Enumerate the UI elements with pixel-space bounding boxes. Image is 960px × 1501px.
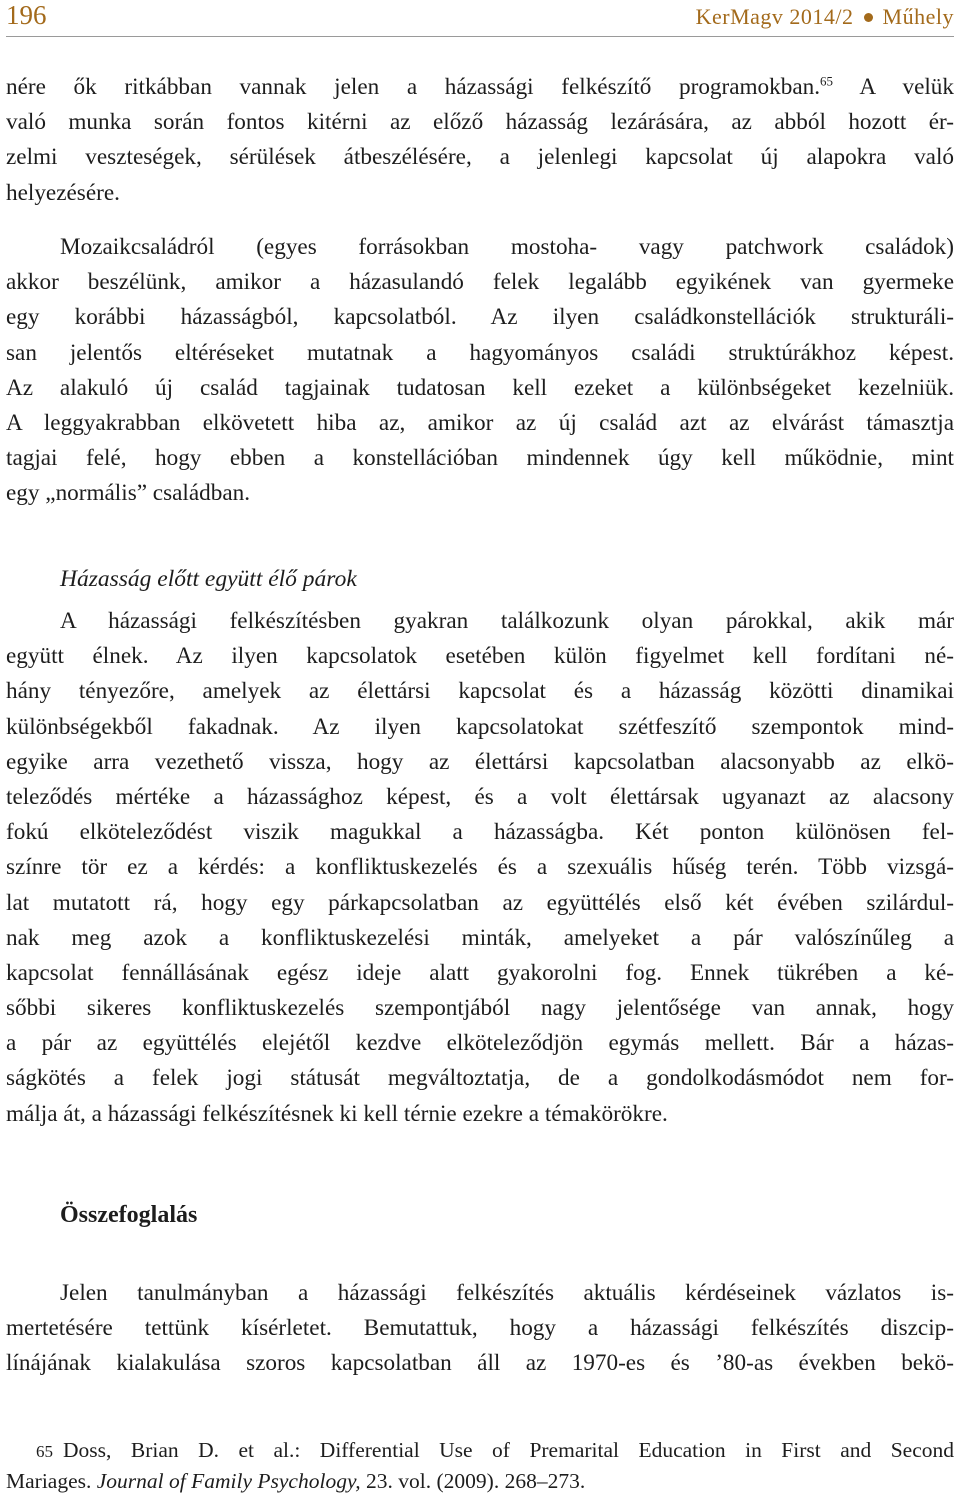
text-line: kapcsolat fennállásának egész ideje alatt gyakorolni fog. Ennek tükrében a ké-: [6, 959, 954, 986]
text-line: Jelen tanulmányban a házassági felkészítés aktuális kérdéseinek vázlatos is-: [60, 1280, 954, 1306]
paragraph-4: [6, 1276, 954, 1382]
running-head: [696, 4, 954, 30]
text-line: színre tör ez a kérdés: a konfliktuskezelés és a szexuális hűség terén. Több vizsgá-: [6, 854, 954, 881]
text-line: egyike arra vezethető vissza, hogy az élettársi kapcsolatban alacsonyabb az elkö-: [6, 748, 954, 775]
text-line: fokú elköteleződést viszik magukkal a házasságba. Két ponton különösen fel-: [6, 819, 954, 846]
text-line: akkor beszélünk, amikor a házasulandó felek legalább egyikének van gyermeke: [6, 269, 954, 296]
header-rule: [6, 36, 954, 37]
footnote-text: Doss, Brian D. et al.: Differential Use of Premarital Education in First and Second: [63, 1438, 954, 1462]
text-line: egy korábbi házasságból, kapcsolatból. Az ilyen családkonstellációk strukturáli-: [6, 304, 954, 331]
section-heading: Összefoglalás: [60, 1202, 198, 1228]
text-line: helyezésére.: [6, 179, 120, 206]
footnote-text: 23. vol. (2009). 268–273.: [360, 1469, 586, 1493]
subheading: Házasság előtt együtt élő párok: [60, 566, 357, 592]
text-line: lat mutatott rá, hogy egy párkapcsolatban az együttélés első két évében szilárdul-: [6, 889, 954, 916]
text-line: sőbbi sikeres konfliktuskezelés szempontjából nagy jelentősége van annak, hogy: [6, 995, 954, 1022]
text-line: mertetésére tettünk kísérletet. Bemutattuk, hogy a házassági felkészítés diszcip-: [6, 1315, 954, 1342]
text-line: együtt élnek. Az ilyen kapcsolatok esetében külön figyelmet kell fordítani né-: [6, 643, 954, 670]
text-line: a pár az együttélés elejétől kezdve elköteleződjön egymás mellett. Bár a házas-: [6, 1030, 954, 1057]
footnote: [6, 1435, 954, 1497]
page-header: [0, 0, 960, 40]
text-segment: nére ők ritkábban vannak jelen a házassági felkészítő programokban.: [6, 74, 821, 100]
text-line: tagjai felé, hogy ebben a konstellációban mindennek úgy kell működnie, mint: [6, 445, 954, 472]
journal-name: KerMagv 2014/2: [695, 4, 854, 29]
text-line: egy „normális” családban.: [6, 480, 251, 507]
text-line: való munka során fontos kitérni az előző házasság lezárására, az abból hozott ér-: [6, 109, 954, 136]
text-line: különbségekből fakadnak. Az ilyen kapcsolatokat szétfeszítő szempontok mind-: [6, 713, 954, 740]
footnote-line: [6, 1435, 954, 1466]
text-line: A házassági felkészítésben gyakran találkozunk olyan párokkal, akik már: [60, 608, 954, 634]
text-line: san jelentős eltéréseket mutatnak a hagyományos családi struktúrákhoz képest.: [6, 339, 954, 366]
text-line: hány tényezőre, amelyek az élettársi kapcsolat és a házasság közötti dinamikai: [6, 678, 954, 705]
footnote-line: [6, 1466, 954, 1497]
text-line: Mozaikcsaládról (egyes forrásokban mostoha- vagy patchwork családok): [60, 234, 954, 260]
footnote-text: Mariages.: [6, 1469, 97, 1493]
paragraph-1: [6, 70, 954, 211]
text-line: nak meg azok a konfliktuskezelési minták, amelyeket a pár valószínűleg a: [6, 924, 954, 951]
footnote-number: 65: [36, 1442, 53, 1461]
text-line: ságkötés a felek jogi státusát megváltoztatja, de a gondolkodásmódot nem for-: [6, 1065, 954, 1092]
journal-title: Journal of Family Psychology,: [96, 1469, 361, 1493]
text-line: zelmi veszteségek, sérülések átbeszélésére, a jelenlegi kapcsolat új alapokra való: [6, 144, 954, 171]
text-line: [6, 70, 954, 105]
bullet-separator-icon: [864, 13, 873, 22]
text-line: Az alakuló új család tagjainak tudatosan kell ezeket a különbségeket kezelniük.: [6, 374, 954, 401]
paragraph-3: [6, 604, 954, 1132]
text-segment: A velük: [833, 74, 954, 100]
footnote-reference[interactable]: 65: [820, 73, 834, 89]
text-line: línájának kialakulása szoros kapcsolatban áll az 1970-es és ’80-as években bekö-: [6, 1350, 954, 1377]
section-name: Műhely: [882, 4, 954, 29]
text-line: A leggyakrabban elkövetett hiba az, amikor az új család azt az elvárást támasztja: [6, 409, 954, 436]
text-line: teleződés mértéke a házassághoz képest, és a volt élettársak ugyanazt az alacsony: [6, 783, 954, 810]
page-number: 196: [6, 0, 47, 30]
paragraph-2: [6, 230, 954, 512]
text-line: málja át, a házassági felkészítésnek ki kell térnie ezekre a témakörökre.: [6, 1100, 668, 1127]
